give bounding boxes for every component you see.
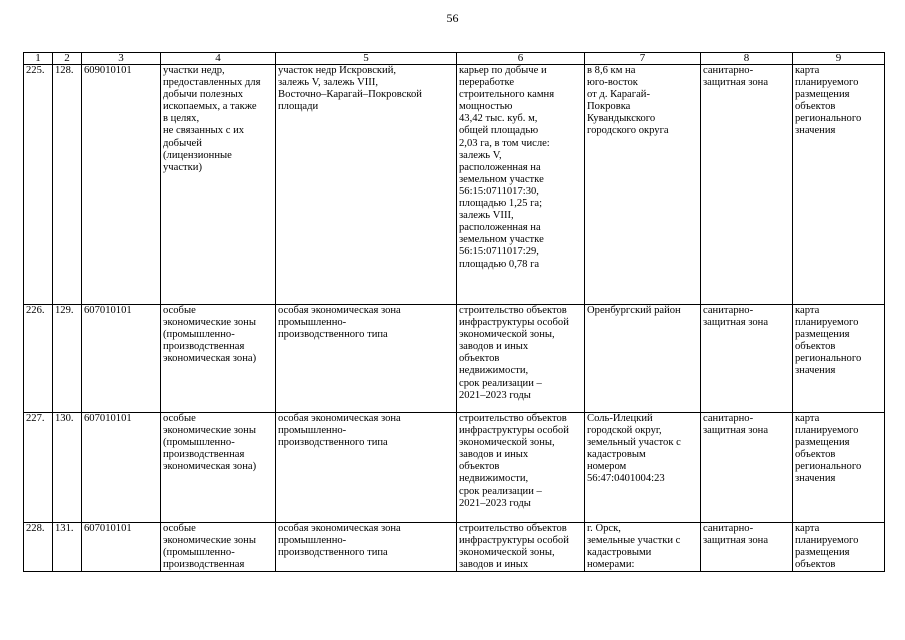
cell-line: размещения [795,547,850,559]
cell-line: значения [795,125,836,137]
row-number-cell: 228. [24,523,53,572]
zone-cell [701,305,793,413]
cell-line: недвижимости, [459,365,529,377]
cell-line: земельный участок с [587,437,681,449]
cell-line: экономической зоны, [459,437,555,449]
cell-line: расположенная на [459,222,541,234]
zone-cell [701,523,793,572]
cell-line: от д. Карагай- [587,89,650,101]
cell-line: производственного типа [278,437,388,449]
cell-line: карта [795,413,820,424]
cell-line: карта [795,523,820,534]
cell-line: в 8,6 км на [587,65,636,76]
cell-line: 2021–2023 годы [459,389,531,401]
cell-line: заводов и иных [459,559,529,571]
cell-line: объектов [459,461,500,473]
cell-line: г. Орск, [587,523,621,534]
map-reference-cell [793,413,885,523]
row-number-cell: 226. [24,305,53,413]
cell-line: кадастровыми [587,547,652,559]
table-row [24,305,885,413]
cell-line: производственного типа [278,329,388,341]
cell-line: Соль-Илецкий [587,413,653,424]
cell-line: экономические зоны [163,425,256,437]
cell-line: заводов и иных [459,449,529,461]
cell-line: площадью 0,78 га [459,258,540,270]
cell-line: экономической зоны, [459,329,555,341]
cell-line: номерами: [587,559,635,571]
cell-line: 43,42 тыс. куб. м, [459,113,538,125]
cell-line: земельные участки с [587,535,681,547]
object-description-cell [457,305,585,413]
cell-line: защитная зона [703,317,769,329]
column-number-header: 3 [82,53,161,65]
cell-line: (промышленно- [163,329,235,341]
object-type-cell [161,523,276,572]
cell-line: промышленно- [278,425,347,437]
cell-line: экономическая зона) [163,461,257,473]
cell-line: участки недр, [163,65,225,76]
table-row [24,523,885,572]
table-row [24,413,885,523]
cell-line: объектов [795,101,836,113]
cell-line: 2021–2023 годы [459,497,531,509]
object-number-cell: 130. [53,413,82,523]
column-number-row [24,53,885,65]
cell-line: площади [278,101,319,113]
table-row [24,65,885,305]
cell-line: Покровка [587,101,631,113]
cell-line: (лицензионные [163,149,232,161]
object-name-cell [276,523,457,572]
code-cell: 607010101 [82,413,161,523]
object-number-cell: 131. [53,523,82,572]
cell-line: планируемого [795,425,859,437]
cell-line: расположенная на [459,161,541,173]
cell-line: (промышленно- [163,437,235,449]
cell-line: 56:15:0711017:30, [459,185,539,197]
code-cell: 609010101 [82,65,161,305]
cell-line: защитная зона [703,535,769,547]
cell-line: 56:47:0401004:23 [587,473,665,485]
cell-line: особые [163,305,196,316]
location-cell [585,65,701,305]
cell-line: общей площадью [459,125,539,137]
cell-line: размещения [795,437,850,449]
column-number-header: 2 [53,53,82,65]
cell-line: 56:15:0711017:29, [459,246,539,258]
cell-line: ископаемых, а также [163,101,257,113]
register-table [23,52,885,572]
column-number-header: 4 [161,53,276,65]
cell-line: строительного камня [459,89,555,101]
cell-line: Оренбургский район [587,305,681,316]
cell-line: переработке [459,77,515,89]
map-reference-cell [793,305,885,413]
column-number-header: 9 [793,53,885,65]
cell-line: земельном участке [459,234,544,246]
cell-line: предоставленных для [163,77,261,89]
cell-line: санитарно- [703,305,754,316]
object-description-cell [457,65,585,305]
object-number-cell: 129. [53,305,82,413]
cell-line: планируемого [795,77,859,89]
cell-line: объектов [795,559,836,571]
cell-line: санитарно- [703,523,754,534]
cell-line: производственная [163,449,245,461]
code-cell: 607010101 [82,523,161,572]
object-type-cell [161,305,276,413]
cell-line: планируемого [795,535,859,547]
cell-line: особая экономическая зона [278,523,401,534]
cell-line: срок реализации – [459,485,542,497]
cell-line: строительство объектов [459,413,567,424]
cell-line: мощностью [459,101,513,113]
cell-line: особая экономическая зона [278,413,401,424]
column-number-header: 7 [585,53,701,65]
cell-line: земельном участке [459,173,544,185]
column-number-header: 1 [24,53,53,65]
object-name-cell [276,305,457,413]
cell-line: регионального [795,353,862,365]
object-type-cell [161,413,276,523]
cell-line: залежь V, залежь VIII, [278,77,378,89]
cell-line: карта [795,65,820,76]
object-description-cell [457,523,585,572]
cell-line: защитная зона [703,425,769,437]
object-name-cell [276,413,457,523]
cell-line: значения [795,473,836,485]
cell-line: особые [163,413,196,424]
cell-line: экономическая зона) [163,353,257,365]
object-type-cell [161,65,276,305]
cell-line: недвижимости, [459,473,529,485]
cell-line: добычи полезных [163,89,244,101]
cell-line: промышленно- [278,317,347,329]
cell-line: экономические зоны [163,317,256,329]
location-cell [585,413,701,523]
column-number-header: 8 [701,53,793,65]
cell-line: промышленно- [278,535,347,547]
cell-line: инфраструктуры особой [459,535,569,547]
cell-line: Восточно–Карагай–Покровской [278,89,422,101]
cell-line: регионального [795,113,862,125]
column-number-header: 6 [457,53,585,65]
location-cell [585,305,701,413]
cell-line: срок реализации – [459,377,542,389]
cell-line: защитная зона [703,77,769,89]
cell-line: объектов [459,353,500,365]
cell-line: экономические зоны [163,535,256,547]
cell-line: юго-восток [587,77,638,89]
cell-line: номером [587,461,627,473]
cell-line: инфраструктуры особой [459,425,569,437]
cell-line: строительство объектов [459,305,567,316]
cell-line: 2,03 га, в том числе: [459,137,550,149]
location-cell [585,523,701,572]
cell-line: производственная [163,341,245,353]
column-number-header: 5 [276,53,457,65]
cell-line: размещения [795,89,850,101]
cell-line: (промышленно- [163,547,235,559]
cell-line: строительство объектов [459,523,567,534]
cell-line: особая экономическая зона [278,305,401,316]
cell-line: инфраструктуры особой [459,317,569,329]
object-description-cell [457,413,585,523]
map-reference-cell [793,523,885,572]
cell-line: участок недр Искровский, [278,65,397,76]
object-name-cell [276,65,457,305]
cell-line: городской округ, [587,425,662,437]
cell-line: участки) [163,161,203,173]
cell-line: санитарно- [703,65,754,76]
cell-line: экономической зоны, [459,547,555,559]
cell-line: кадастровым [587,449,646,461]
row-number-cell: 227. [24,413,53,523]
cell-line: объектов [795,341,836,353]
cell-line: городского округа [587,125,669,137]
cell-line: заводов и иных [459,341,529,353]
cell-line: не связанных с их [163,125,245,137]
cell-line: Кувандыкского [587,113,656,125]
zone-cell [701,65,793,305]
cell-line: размещения [795,329,850,341]
code-cell: 607010101 [82,305,161,413]
cell-line: карта [795,305,820,316]
cell-line: санитарно- [703,413,754,424]
cell-line: залежь V, [459,149,502,161]
cell-line: регионального [795,461,862,473]
row-number-cell: 225. [24,65,53,305]
cell-line: в целях, [163,113,200,125]
cell-line: планируемого [795,317,859,329]
cell-line: объектов [795,449,836,461]
cell-line: производственного типа [278,547,388,559]
zone-cell [701,413,793,523]
page-number: 56 [446,11,459,25]
cell-line: добычей [163,137,202,149]
map-reference-cell [793,65,885,305]
cell-line: залежь VIII, [459,210,514,222]
cell-line: площадью 1,25 га; [459,198,543,210]
object-number-cell: 128. [53,65,82,305]
cell-line: особые [163,523,196,534]
cell-line: значения [795,365,836,377]
cell-line: карьер по добыче и [459,65,547,76]
cell-line: производственная [163,559,245,571]
